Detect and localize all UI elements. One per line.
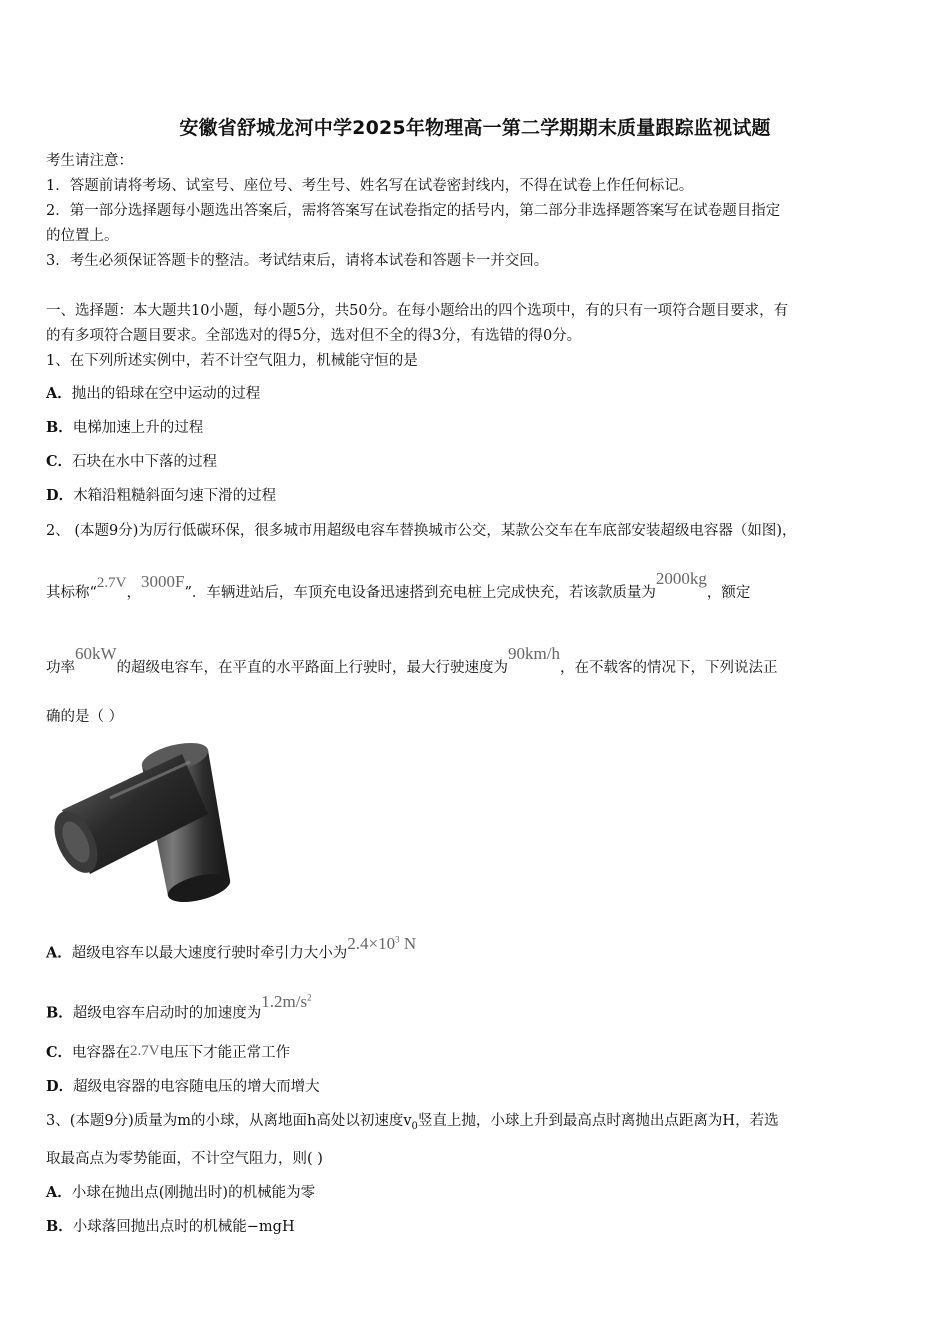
option-label: A． bbox=[46, 385, 72, 402]
q2-stem-line4: 确的是（ ） bbox=[46, 709, 124, 725]
math-tail: N bbox=[399, 933, 417, 953]
q2-text: ，在不载客的情况下，下列说法正 bbox=[560, 660, 778, 676]
math-sup: 3 bbox=[395, 934, 400, 944]
math-base: 2.4×10 bbox=[347, 933, 396, 953]
q3-subscript: 0 bbox=[411, 1120, 418, 1132]
q1-option-c bbox=[46, 452, 217, 472]
math-sup: 2 bbox=[307, 992, 312, 1002]
notice-item-2: 2．第一部分选择题每小题选出答案后，需将答案写在试卷指定的括号内，第二部分非选择题答案写在试卷题目指定 bbox=[46, 203, 781, 219]
notice-item-3: 3．考生必须保证答题卡的整洁。考试结束后，请将本试卷和答题卡一并交回。 bbox=[46, 253, 549, 269]
math-base: 1.2m/s bbox=[261, 991, 308, 1011]
q2-speed-value: 90km/h bbox=[508, 644, 560, 663]
q3-text: 竖直上抛，小球上升到最高点时离抛出点距离为H，若选 bbox=[417, 1113, 779, 1129]
option-label: D． bbox=[46, 487, 74, 504]
option-math bbox=[347, 934, 416, 953]
option-text: 抛出的铅球在空中运动的过程 bbox=[71, 386, 261, 402]
section-intro-line2: 的有多项符合题目要求。全部选对的得5分，选对但不全的得3分，有选错的得0分。 bbox=[46, 328, 582, 344]
q3-stem-line1 bbox=[46, 1111, 779, 1137]
q1-option-a bbox=[46, 384, 260, 404]
q2-text: 功率 bbox=[46, 660, 75, 676]
notice-heading: 考生请注意： bbox=[46, 153, 133, 169]
option-label: B． bbox=[46, 419, 73, 436]
q3-option-a bbox=[46, 1183, 315, 1203]
option-text: 小球落回抛出点时的机械能−mgH bbox=[72, 1219, 295, 1235]
q2-text: 的超级电容车，在平直的水平路面上行驶时，最大行驶速度为 bbox=[116, 660, 509, 676]
option-text: 电压下才能正常工作 bbox=[159, 1045, 291, 1061]
section-intro-line1: 一、选择题：本大题共10小题，每小题5分，共50分。在每小题给出的四个选项中，有的只有一项符合题目要求，有 bbox=[46, 303, 789, 319]
q2-voltage-value: 2.7V bbox=[96, 575, 127, 591]
q2-stem-line1: 2、 (本题9分)为厉行低碳环保，很多城市用超级电容车替换城市公交，某款公交车在车底部安装超级电容器（如图)， bbox=[46, 523, 797, 539]
q2-mass-value: 2000kg bbox=[655, 569, 707, 588]
option-label: B． bbox=[46, 1218, 73, 1235]
option-label: B． bbox=[46, 1004, 73, 1022]
q2-stem-line3 bbox=[46, 644, 778, 678]
q3-stem-line2: 取最高点为零势能面，不计空气阻力，则( ) bbox=[46, 1151, 323, 1167]
q2-text: ，额定 bbox=[706, 585, 751, 601]
option-text: 电容器在 bbox=[72, 1045, 131, 1061]
q3-option-b bbox=[46, 1217, 295, 1237]
option-label: C． bbox=[46, 1044, 73, 1061]
q2-option-d bbox=[46, 1077, 320, 1097]
q3-text: 3、(本题9分)质量为m的小球，从离地面h高处以初速度v bbox=[46, 1113, 412, 1129]
q2-text: ”．车辆进站后，车顶充电设备迅速搭到充电桩上完成快充，若该款质量为 bbox=[184, 585, 656, 601]
q2-text: 其标称“ bbox=[46, 585, 97, 601]
notice-item-1: 1．答题前请将考场、试室号、座位号、考生号、姓名写在试卷密封线内，不得在试卷上作任何标记。 bbox=[46, 178, 694, 194]
notice-item-2-cont: 的位置上。 bbox=[46, 228, 119, 244]
option-math: 2.7V bbox=[130, 1043, 160, 1059]
option-text: 电梯加速上升的过程 bbox=[72, 420, 204, 436]
q1-option-d bbox=[46, 486, 276, 506]
q2-power-value: 60kW bbox=[75, 644, 117, 663]
option-text: 超级电容车启动时的加速度为 bbox=[72, 1005, 262, 1022]
q1-option-b bbox=[46, 418, 203, 438]
option-text: 小球在抛出点(刚抛出时)的机械能为零 bbox=[71, 1185, 316, 1201]
q2-option-a bbox=[46, 933, 417, 964]
q2-stem-line2 bbox=[46, 569, 751, 603]
option-label: D． bbox=[46, 1078, 74, 1095]
option-text: 超级电容器的电容随电压的增大而增大 bbox=[73, 1079, 320, 1095]
supercapacitor-image bbox=[50, 738, 240, 903]
q2-text: ， bbox=[126, 585, 142, 601]
option-label: C． bbox=[46, 453, 73, 470]
q1-stem: 1、在下列所述实例中，若不计空气阻力，机械能守恒的是 bbox=[46, 353, 418, 369]
q2-option-c bbox=[46, 1043, 290, 1063]
page-title: 安徽省舒城龙河中学2025年物理高一第二学期期末质量跟踪监视试题 bbox=[179, 117, 771, 139]
option-label: A． bbox=[46, 944, 72, 962]
option-label: A． bbox=[46, 1184, 72, 1201]
q2-capacitance-value: 3000F bbox=[141, 572, 185, 591]
option-text: 木箱沿粗糙斜面匀速下滑的过程 bbox=[73, 488, 277, 504]
option-math bbox=[261, 992, 311, 1011]
option-text: 超级电容车以最大速度行驶时牵引力大小为 bbox=[71, 945, 348, 962]
option-text: 石块在水中下落的过程 bbox=[72, 454, 218, 470]
q2-option-b bbox=[46, 991, 312, 1024]
